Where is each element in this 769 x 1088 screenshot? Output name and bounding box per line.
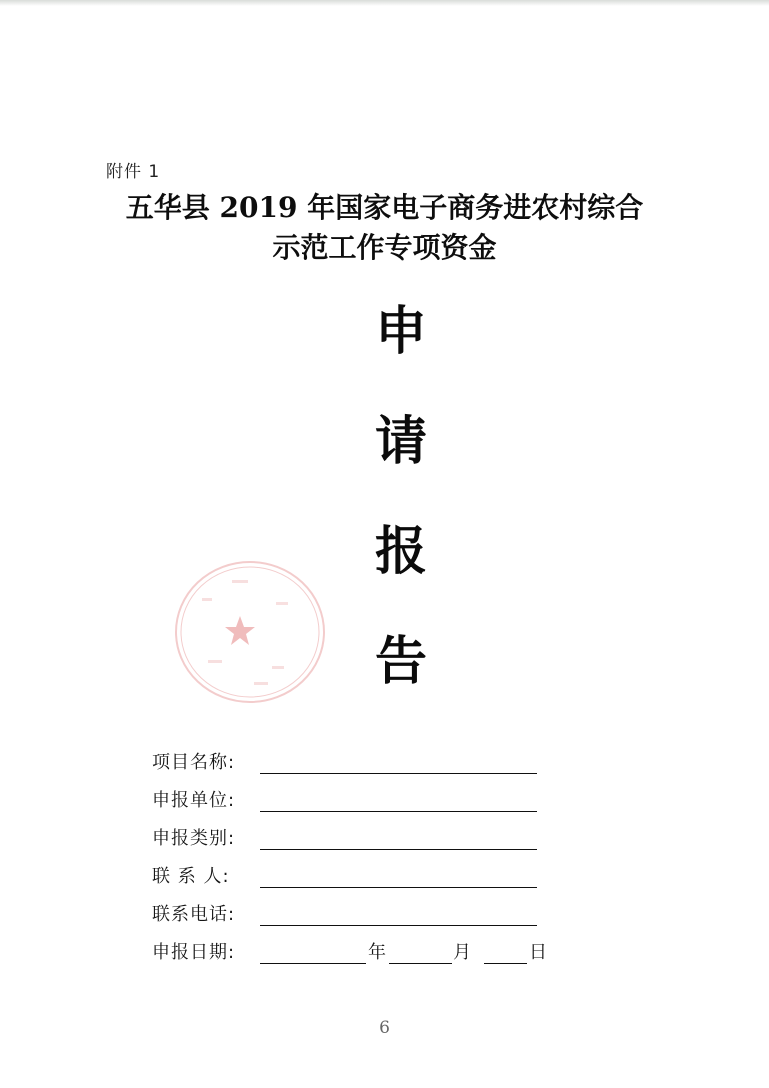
application-date-field [152,938,612,966]
big-title-char-4: 告 [374,632,427,692]
month-unit: 月 [453,942,471,963]
project-name-blank[interactable] [260,773,537,774]
big-title-char-2: 请 [374,412,427,472]
faded-red-seal [172,558,328,706]
applicant-unit-label: 申报单位: [152,790,236,811]
contact-phone-blank[interactable] [260,925,537,926]
contact-person-label: 联 系 人: [152,866,230,887]
document-title-line-2: 示范工作专项资金 [272,231,497,264]
applicant-unit-field [152,786,612,814]
big-title-char-1: 申 [374,302,427,362]
category-blank[interactable] [260,849,537,850]
big-title-char-3: 报 [374,522,427,582]
attachment-label: 附件 1 [106,162,161,182]
page-number: 6 [379,1018,390,1038]
contact-person-field [152,862,612,890]
project-name-field [152,748,612,776]
date-month-blank[interactable] [389,963,452,964]
contact-phone-label: 联系电话: [152,904,236,925]
year-unit: 年 [368,942,386,963]
document-title-line-1: 五华县 2019 年国家电子商务进农村综合 [125,191,644,224]
date-year-blank[interactable] [260,963,366,964]
day-unit: 日 [529,942,547,963]
scan-edge [0,0,769,6]
project-name-label: 项目名称: [152,752,236,773]
category-field [152,824,612,852]
applicant-unit-blank[interactable] [260,811,537,812]
contact-person-blank[interactable] [260,887,537,888]
application-date-label: 申报日期: [152,942,236,963]
category-label: 申报类别: [152,828,236,849]
contact-phone-field [152,900,612,928]
date-day-blank[interactable] [484,963,527,964]
